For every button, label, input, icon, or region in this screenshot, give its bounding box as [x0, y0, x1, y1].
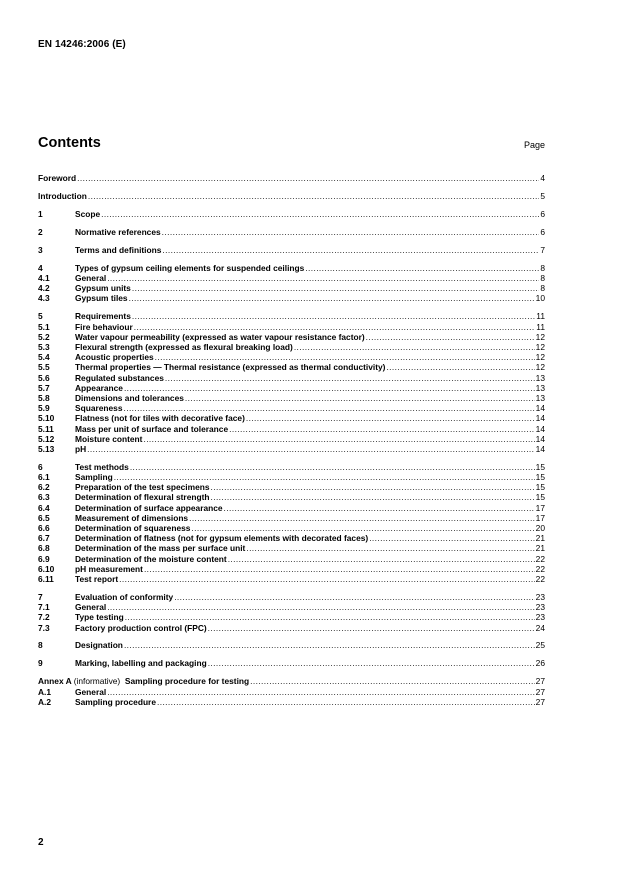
toc-entry-page: 14	[535, 433, 545, 444]
toc-entry[interactable]	[38, 543, 545, 553]
toc-entry[interactable]	[38, 342, 545, 352]
toc-entry-page: 14	[535, 443, 545, 454]
toc-entry-number: 6.4	[38, 502, 50, 513]
toc-entry-title: Regulated substances	[75, 372, 164, 383]
toc-entry-page: 8	[540, 262, 545, 273]
toc-entry[interactable]	[38, 640, 545, 650]
toc-dot-leader	[132, 283, 539, 293]
toc-entry-title: Test report	[75, 573, 119, 584]
toc-entry-title: Acoustic properties	[75, 352, 154, 363]
toc-entry-page: 15	[535, 482, 545, 493]
toc-entry-number: 5.6	[38, 372, 50, 383]
toc-entry-page: 17	[535, 512, 545, 523]
toc-dot-leader	[208, 623, 535, 633]
toc-entry-page: 15	[535, 492, 545, 503]
toc-entry-number: 6.10	[38, 563, 55, 574]
toc-entry-title: pH	[75, 443, 87, 454]
toc-entry-title: Scope	[75, 208, 101, 219]
toc-entry-page: 15	[535, 461, 545, 472]
toc-dot-leader	[88, 191, 539, 201]
toc-entry[interactable]	[38, 462, 545, 472]
toc-entry-title: Factory production control (FPC)	[75, 622, 207, 633]
toc-entry-title: Measurement of dimensions	[75, 512, 189, 523]
toc-dot-leader	[101, 209, 539, 219]
toc-dot-leader	[305, 263, 539, 273]
toc-entry-title	[38, 676, 249, 686]
toc-entry-title: Water vapour permeability (expressed as water vapour resistance factor)	[75, 331, 365, 342]
toc-entry-page: 6	[540, 208, 545, 219]
toc-entry-title: Dimensions and tolerances	[75, 392, 184, 403]
toc-entry-number: 5.12	[38, 433, 55, 444]
toc-entry-page: 23	[535, 602, 545, 613]
toc-dot-leader	[386, 362, 534, 372]
toc-entry[interactable]	[38, 191, 545, 201]
toc-entry-annex-label: Annex A	[38, 676, 72, 687]
toc-entry-page: 12	[535, 331, 545, 342]
toc-entry-number: 6.7	[38, 533, 50, 544]
toc-entry[interactable]	[38, 373, 545, 383]
toc-entry-title: Marking, labelling and packaging	[75, 658, 207, 669]
toc-entry-number: 5.13	[38, 443, 55, 454]
toc-entry-page: 14	[535, 423, 545, 434]
toc-entry-page: 12	[535, 362, 545, 373]
toc-entry[interactable]	[38, 697, 545, 707]
toc-entry[interactable]	[38, 393, 545, 403]
toc-entry-number: 7.3	[38, 622, 50, 633]
toc-entry-number: 5.2	[38, 331, 50, 342]
toc-entry-title: Introduction	[38, 190, 87, 201]
toc-entry-title: Test methods	[75, 461, 129, 472]
toc-entry-page: 12	[535, 352, 545, 363]
toc-entry[interactable]	[38, 554, 545, 564]
toc-entry[interactable]	[38, 444, 545, 454]
toc-entry-number: 6.5	[38, 512, 50, 523]
toc-entry[interactable]	[38, 413, 545, 423]
toc-entry-number: 8	[38, 640, 43, 651]
contents-heading: Contents	[38, 135, 101, 151]
toc-entry[interactable]	[38, 403, 545, 413]
toc-entry[interactable]	[38, 332, 545, 342]
toc-entry-page: 27	[535, 696, 545, 707]
toc-entry-page: 5	[540, 190, 545, 201]
toc-entry-number: 6.1	[38, 472, 50, 483]
toc-entry-page: 25	[535, 640, 545, 651]
toc-dot-leader	[107, 273, 539, 283]
toc-entry[interactable]	[38, 658, 545, 668]
toc-entry-title: Determination of the mass per surface unit	[75, 543, 246, 554]
toc-entry-number: 6.3	[38, 492, 50, 503]
toc-entry-title: Mass per unit of surface and tolerance	[75, 423, 229, 434]
toc-dot-leader	[369, 533, 534, 543]
toc-entry-title: Requirements	[75, 311, 131, 322]
toc-entry[interactable]	[38, 492, 545, 502]
toc-entry-page: 10	[535, 293, 545, 304]
toc-entry-number: 7.2	[38, 612, 50, 623]
page-number: 2	[38, 837, 44, 848]
toc-entry-title: Determination of flatness (not for gypsum elements with decorated faces)	[75, 533, 369, 544]
toc-dot-leader	[174, 592, 534, 602]
toc-dot-leader	[208, 658, 535, 668]
toc-entry-annex-type: (informative)	[73, 676, 121, 687]
toc-entry-page: 24	[535, 622, 545, 633]
toc-entry-page: 15	[535, 472, 545, 483]
toc-entry-number: 5.3	[38, 342, 50, 353]
toc-entry-title: Determination of flexural strength	[75, 492, 210, 503]
toc-dot-leader	[157, 697, 535, 707]
toc-entry-number: 6	[38, 461, 43, 472]
toc-entry-annex-title: Sampling procedure for testing	[124, 676, 250, 687]
toc-entry-page: 8	[540, 283, 545, 294]
toc-entry-number: 4	[38, 262, 43, 273]
toc-entry-page: 8	[540, 273, 545, 284]
toc-entry-number: 5	[38, 311, 43, 322]
toc-entry-number: 5.11	[38, 423, 54, 434]
toc-entry-page: 22	[535, 573, 545, 584]
toc-entry[interactable]	[38, 283, 545, 293]
toc-dot-leader	[130, 462, 535, 472]
toc-entry-page: 22	[535, 563, 545, 574]
toc-entry-title: Determination of squareness	[75, 523, 191, 534]
toc-entry-number: 2	[38, 226, 43, 237]
toc-dot-leader	[162, 245, 539, 255]
toc-dot-leader	[107, 687, 534, 697]
toc-dot-leader	[246, 413, 535, 423]
toc-dot-leader	[224, 503, 535, 513]
toc-entry-page: 6	[540, 226, 545, 237]
toc-entry-page: 12	[535, 342, 545, 353]
toc-dot-leader	[144, 564, 535, 574]
toc-entry-title: Determination of the moisture content	[75, 553, 227, 564]
toc-entry-title: Designation	[75, 640, 123, 651]
toc-entry-page: 11	[536, 311, 545, 322]
toc-entry-number: 6.9	[38, 553, 50, 564]
toc-dot-leader	[124, 640, 535, 650]
toc-entry[interactable]	[38, 533, 545, 543]
toc-entry[interactable]	[38, 273, 545, 283]
toc-entry-page: 13	[535, 372, 545, 383]
toc-entry[interactable]	[38, 523, 545, 533]
toc-entry-title: Types of gypsum ceiling elements for suspended ceilings	[75, 262, 305, 273]
toc-dot-leader	[143, 434, 534, 444]
toc-entry-title: Sampling	[75, 472, 113, 483]
toc-entry-number: 5.9	[38, 403, 50, 414]
toc-entry-page: 27	[535, 676, 545, 687]
toc-dot-leader	[366, 332, 535, 342]
toc-entry[interactable]	[38, 424, 545, 434]
toc-dot-leader	[77, 173, 539, 183]
toc-entry[interactable]	[38, 602, 545, 612]
toc-entry-number: 7.1	[38, 602, 50, 613]
toc-entry-title: Flatness (not for tiles with decorative face)	[75, 413, 245, 424]
toc-entry[interactable]	[38, 245, 545, 255]
toc-entry[interactable]	[38, 311, 545, 321]
toc-dot-leader	[210, 492, 534, 502]
toc-dot-leader	[125, 612, 535, 622]
toc-entry-number: 1	[38, 208, 43, 219]
toc-entry-title: Thermal properties — Thermal resistance (expressed as thermal conductivity)	[75, 362, 386, 373]
toc-dot-leader	[123, 403, 534, 413]
toc-entry-page: 27	[535, 686, 545, 697]
toc-entry-number: 6.2	[38, 482, 50, 493]
toc-dot-leader	[87, 444, 535, 454]
toc-entry[interactable]	[38, 623, 545, 633]
toc-entry-number: 7	[38, 591, 43, 602]
toc-entry-number: A.1	[38, 686, 52, 697]
toc-entry-page: 11	[536, 321, 545, 332]
toc-entry[interactable]	[38, 574, 545, 584]
toc-entry-title: General	[75, 273, 107, 284]
toc-entry-page: 17	[535, 502, 545, 513]
toc-entry[interactable]	[38, 383, 545, 393]
toc-entry-number: 9	[38, 658, 43, 669]
toc-entry-page: 26	[535, 658, 545, 669]
toc-entry[interactable]	[38, 227, 545, 237]
toc-entry-title: Terms and definitions	[75, 244, 162, 255]
toc-entry-page: 14	[535, 403, 545, 414]
toc-entry-title: Moisture content	[75, 433, 143, 444]
toc-entry-page: 4	[540, 173, 545, 183]
toc-dot-leader	[162, 227, 540, 237]
toc-entry-title: Normative references	[75, 226, 161, 237]
toc-dot-leader	[119, 574, 535, 584]
toc-entry[interactable]	[38, 564, 545, 574]
toc-entry[interactable]	[38, 687, 545, 697]
toc-entry-title: General	[75, 686, 107, 697]
toc-entry[interactable]	[38, 612, 545, 622]
toc-dot-leader	[165, 373, 535, 383]
toc-entry-title: Preparation of the test specimens	[75, 482, 210, 493]
toc-entry-page: 23	[535, 612, 545, 623]
toc-entry-title: Gypsum units	[75, 283, 131, 294]
toc-entry[interactable]	[38, 173, 545, 183]
toc-entry[interactable]	[38, 434, 545, 444]
toc-entry-page: 21	[535, 533, 545, 544]
toc-entry-number: 4.3	[38, 293, 50, 304]
toc-entry-page: 7	[540, 244, 545, 255]
toc-entry-page: 13	[535, 392, 545, 403]
toc-entry-number: 5.5	[38, 362, 50, 373]
toc-entry-title: General	[75, 602, 107, 613]
toc-entry-page: 21	[535, 543, 545, 554]
toc-entry[interactable]	[38, 209, 545, 219]
toc-dot-leader	[107, 602, 534, 612]
toc-entry[interactable]	[38, 362, 545, 372]
toc-entry[interactable]	[38, 352, 545, 362]
toc-entry-title: Flexural strength (expressed as flexural breaking load)	[75, 342, 293, 353]
document-code: EN 14246:2006 (E)	[38, 39, 126, 50]
toc-dot-leader	[124, 383, 535, 393]
toc-dot-leader	[114, 472, 535, 482]
toc-entry[interactable]	[38, 513, 545, 523]
toc-entry-number: 6.6	[38, 523, 50, 534]
toc-entry[interactable]	[38, 676, 545, 686]
toc-entry-number: 3	[38, 244, 43, 255]
toc-entry-page: 23	[535, 591, 545, 602]
toc-entry-number: 6.11	[38, 573, 54, 584]
toc-dot-leader	[132, 311, 535, 321]
table-of-contents	[38, 173, 545, 707]
toc-entry-title: Appearance	[75, 382, 123, 393]
toc-entry-title: Sampling procedure	[75, 696, 156, 707]
toc-entry-title: Gypsum tiles	[75, 293, 128, 304]
toc-entry-title: pH measurement	[75, 563, 143, 574]
toc-dot-leader	[155, 352, 535, 362]
toc-entry-page: 14	[535, 413, 545, 424]
toc-dot-leader	[191, 523, 534, 533]
toc-entry-title: Squareness	[75, 403, 123, 414]
toc-entry-number: 5.8	[38, 392, 50, 403]
toc-entry-number: 5.4	[38, 352, 50, 363]
toc-entry-title: Fire behaviour	[75, 321, 133, 332]
toc-entry-number: 4.1	[38, 273, 50, 284]
toc-dot-leader	[185, 393, 535, 403]
toc-entry[interactable]	[38, 322, 545, 332]
page-column-label: Page	[523, 140, 545, 150]
toc-dot-leader	[129, 293, 535, 303]
toc-entry-number: 4.2	[38, 283, 50, 294]
toc-entry-page: 20	[535, 523, 545, 534]
toc-entry[interactable]	[38, 263, 545, 273]
toc-entry-title: Determination of surface appearance	[75, 502, 223, 513]
toc-entry-page: 13	[535, 382, 545, 393]
toc-entry-page: 22	[535, 553, 545, 564]
toc-entry-title: Foreword	[38, 173, 77, 183]
toc-entry-title: Evaluation of conformity	[75, 591, 174, 602]
toc-entry-number: 5.10	[38, 413, 55, 424]
toc-dot-leader	[229, 424, 535, 434]
toc-entry-number: 5.1	[38, 321, 50, 332]
toc-dot-leader	[228, 554, 535, 564]
toc-entry-title: Type testing	[75, 612, 124, 623]
toc-dot-leader	[246, 543, 534, 553]
toc-dot-leader	[211, 482, 535, 492]
toc-entry-number: 6.8	[38, 543, 50, 554]
toc-dot-leader	[134, 322, 536, 332]
toc-entry-number: A.2	[38, 696, 52, 707]
toc-entry[interactable]	[38, 482, 545, 492]
toc-dot-leader	[250, 676, 535, 686]
toc-entry-number: 5.7	[38, 382, 50, 393]
toc-dot-leader	[189, 513, 535, 523]
toc-entry[interactable]	[38, 503, 545, 513]
toc-entry[interactable]	[38, 592, 545, 602]
toc-entry[interactable]	[38, 293, 545, 303]
toc-dot-leader	[294, 342, 535, 352]
toc-entry[interactable]	[38, 472, 545, 482]
